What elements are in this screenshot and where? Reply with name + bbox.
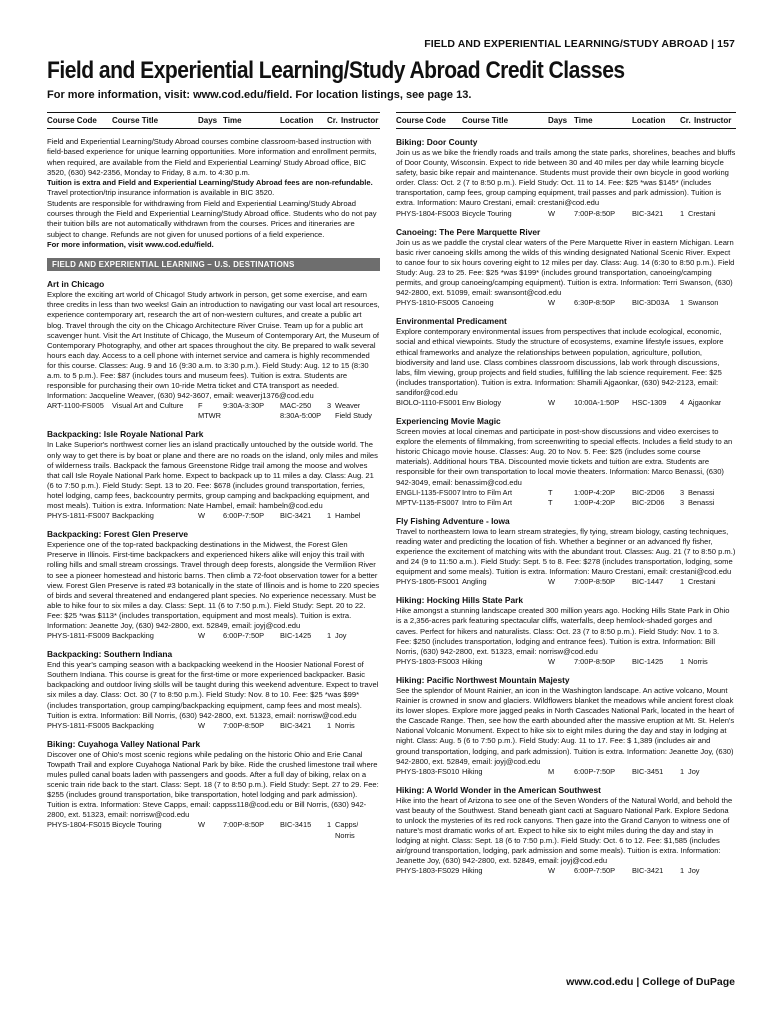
header-divider: | bbox=[711, 38, 715, 50]
column-header bbox=[396, 112, 736, 129]
section-row bbox=[396, 209, 736, 219]
section-days: T bbox=[548, 487, 553, 497]
section-code: PHYS-1811-FS005 bbox=[47, 720, 110, 730]
section-title: Bicycle Touring bbox=[112, 820, 162, 830]
section-instructor: Swanson bbox=[688, 298, 719, 308]
course-description: End this year's camping season with a backpacking weekend in the Hoosier National Forest of Southern Indiana. This course is great for the first-time or more experienced backpacker. Basic backpacking and outdoor living skills will be taught during this weekend adventure. Expect to travel six miles a day. Class: Oct. 30 (7 to 8:50 p.m.). Field Study: Nov. 8 to 10. Fee: $25 *was $99* (includes transportation, group camping/backpacking equipment, camp fees and most meals). Tuition is extra. Information: Bill Norris, (630) 942-2800, ext. 51323, email: norrisw@cod.edu bbox=[47, 660, 379, 720]
course-block bbox=[396, 785, 736, 877]
intro-text bbox=[47, 137, 380, 250]
section-instructor: Field Study bbox=[335, 411, 372, 421]
col-title: Course Title bbox=[112, 116, 159, 125]
section-credits: 3 bbox=[327, 401, 332, 411]
section-days: W bbox=[198, 631, 205, 641]
section-location: BIC-2D06 bbox=[632, 497, 665, 507]
course-description: Join us as we paddle the crystal clear waters of the Pere Marquette River in eastern Michigan. Learn basic river canoeing skills among the wilds of this winding designated National Scenic River. Expect to canoe four to six hours covering eight to 12 miles per day. Class: Aug. 14 (6:30 to 8:50 p.m.). Field Study: Aug. 23 to 25. Fee: $25 *was $199* (includes ground transportation, canoeing/camping permits, and group canoeing/camping equipment). Tuition is extra. Information: Terri Swanson, (630) 942-2800, ext. 51099, email: swansont@cod.edu bbox=[396, 237, 735, 298]
section-credits: 1 bbox=[680, 208, 685, 218]
section-time: 6:00P-7:50P bbox=[223, 631, 265, 641]
col-time: Time bbox=[223, 116, 242, 125]
section-days: MTWR bbox=[198, 411, 221, 421]
course-block bbox=[47, 429, 380, 521]
section-days: M bbox=[548, 766, 555, 776]
section-instructor: Crestani bbox=[688, 208, 716, 218]
course-description: Discover one of Ohio's most scenic regions while pedaling on the historic Ohio and Erie Canal Towpath Trail and explore Cuyahoga National Park by bike. Ride the crushed limestone trail where mules pulled canal boats laden with passengers and goods. After a full day of biking, relax on a scenic train ride back to the start. Class: Sept. 18 (7 to 8:50 p.m.). Field Study: Sept. 27 to 29. Fee: $255 (includes ground transportation, bike transportation, hotel lodging and park admission). Tuition is extra. Information: Steve Capps, email: cappss118@cod.edu or Bill Norris, (630) 942-2800, ext. 51323, email: norrisw@cod.edu bbox=[47, 749, 379, 820]
section-title: Backpacking bbox=[112, 720, 154, 730]
course-description: Experience one of the top-rated backpacking destinations in the Midwest, the Forest Glen Preserve in Illinois. First-time backpackers and experienced hikers alike will enjoy this trail with rolling hills and small stream crossings. Travel through deep forests, alongside the Vermilion River to see a pioneer homestead and historic barns. Then climb a 72-foot observation tower for a better view. Forest Glen Preserve is rated #3 botanically in the state of Illinois and is home to 220 species of birds and several threatened and endangered plant species. No experience necessary. Must be able to hike four to six miles a day. Class: Sept. 11 (6 to 7:50 p.m.). Field Study: Sept. 20 to 22. Fee: $25 *was $113* (includes transportation, equipment and most meals). Tuition is extra. Information: Jeanette Joy, (630) 942-2800, ext. 52849, email: joyj@cod.edu bbox=[47, 540, 380, 630]
footer-site: www.cod.edu bbox=[566, 976, 634, 988]
section-title: Intro to Film Art bbox=[462, 487, 513, 497]
section-title: Env Biology bbox=[462, 397, 502, 407]
course-title: Hiking: Hocking Hills State Park bbox=[396, 595, 524, 606]
section-row bbox=[396, 298, 736, 308]
section-title: Bicycle Touring bbox=[462, 208, 512, 218]
section-code: PHYS-1810-FS005 bbox=[396, 298, 460, 308]
course-title: Experiencing Movie Magic bbox=[396, 416, 501, 427]
section-location: BIC-2D06 bbox=[632, 487, 665, 497]
section-days: W bbox=[548, 397, 555, 407]
intro-fees-notice: Tuition is extra and Field and Experiential Learning/Study Abroad fees are non-refundable. bbox=[47, 178, 373, 188]
section-code: PHYS-1803-FS010 bbox=[396, 766, 460, 776]
section-title: Backpacking bbox=[112, 631, 154, 641]
section-location: MAC-250 bbox=[280, 401, 312, 411]
section-code bbox=[47, 831, 112, 841]
course-block bbox=[396, 516, 736, 588]
section-row bbox=[396, 398, 736, 408]
section-title: Backpacking bbox=[112, 511, 154, 521]
section-days: W bbox=[548, 298, 555, 308]
section-row bbox=[396, 498, 736, 508]
section-row bbox=[47, 831, 380, 841]
section-days: W bbox=[198, 820, 205, 830]
section-time: 1:00P-4:20P bbox=[574, 487, 616, 497]
course-title: Art in Chicago bbox=[47, 279, 105, 290]
course-block bbox=[47, 649, 380, 731]
section-credits: 1 bbox=[680, 298, 685, 308]
page-title: Field and Experiential Learning/Study Abroad Credit Classes bbox=[47, 57, 625, 84]
course-block bbox=[396, 595, 736, 667]
section-instructor: Weaver bbox=[335, 401, 361, 411]
section-time: 7:00P-8:50P bbox=[574, 577, 616, 587]
section-instructor: Joy bbox=[335, 631, 347, 641]
section-credits: 1 bbox=[680, 866, 685, 876]
section-title bbox=[112, 411, 198, 421]
section-credits: 1 bbox=[680, 577, 685, 587]
course-title: Backpacking: Southern Indiana bbox=[47, 649, 173, 660]
section-code: PHYS-1803-FS003 bbox=[396, 656, 460, 666]
section-row bbox=[47, 511, 380, 521]
section-row bbox=[396, 577, 736, 587]
section-days: W bbox=[548, 208, 555, 218]
course-title: Backpacking: Forest Glen Preserve bbox=[47, 529, 189, 540]
section-time: 6:00P-7:50P bbox=[223, 511, 265, 521]
course-block bbox=[396, 675, 736, 777]
section-instructor: Norris bbox=[335, 830, 355, 840]
intro-insurance: Travel protection/trip insurance information is available in BIC 3520. bbox=[47, 188, 275, 198]
section-credits bbox=[327, 411, 335, 421]
section-instructor: Norris bbox=[335, 720, 355, 730]
right-column bbox=[396, 112, 736, 877]
section-time: 7:00P-8:50P bbox=[574, 656, 616, 666]
section-row bbox=[47, 401, 380, 411]
page-footer bbox=[370, 976, 735, 988]
section-location: BIC-3421 bbox=[280, 720, 312, 730]
col-days: Days bbox=[548, 116, 568, 125]
course-description: Explore contemporary environmental issues from perspectives that include ecological, economic, social and ethical viewpoints. Study the structure of ecosystems, examine lifestyle issues, explore ethical frameworks and analyze the relationships between population, agriculture, pollution, biodiversity and land use. Class combines classroom discussions, lab work through discussions, labs, film viewing, group projects and field studies, fulfilling the lab science requirement. Fee: $25 (includes transportation). Tuition is extra. Information: Shamili Ajgaonkar, (630) 942-2123, email: sandifor@cod.edu bbox=[396, 327, 724, 397]
col-time: Time bbox=[574, 116, 593, 125]
section-credits: 1 bbox=[327, 511, 332, 521]
section-location: BIC-3D03A bbox=[632, 298, 670, 308]
footer-divider: | bbox=[633, 976, 643, 988]
section-days: F bbox=[198, 401, 203, 411]
section-days: W bbox=[198, 511, 205, 521]
section-time: 6:00P-7:50P bbox=[574, 766, 616, 776]
section-credits bbox=[327, 831, 335, 841]
section-credits: 3 bbox=[680, 497, 685, 507]
section-location: BIC-1425 bbox=[280, 631, 312, 641]
col-location: Location bbox=[280, 116, 314, 125]
section-code: PHYS-1805-FS001 bbox=[396, 577, 460, 587]
section-row bbox=[396, 767, 736, 777]
section-banner: FIELD AND EXPERIENTIAL LEARNING – U.S. DESTINATIONS bbox=[47, 258, 380, 271]
column-header bbox=[47, 112, 380, 129]
col-credits: Cr. bbox=[680, 116, 691, 125]
section-code: PHYS-1811-FS009 bbox=[47, 631, 110, 641]
section-instructor: Benassi bbox=[688, 497, 715, 507]
section-instructor: Hambel bbox=[335, 511, 361, 521]
col-code: Course Code bbox=[396, 116, 446, 125]
section-time: 1:00P-4:20P bbox=[574, 497, 616, 507]
col-credits: Cr. bbox=[327, 116, 338, 125]
course-description: In Lake Superior's northwest corner lies an island practically untouched by the outside world. The only way to get there is by boat or plane and there are no roads on the island, only miles and miles of wilderness trails. Backpack the famous Greenstone Ridge trail among the moose and wolves that call Isle Royale National Park home. Expect to backpack up to 11 miles a day. Class: Aug. 21 (6 to 7:50 p.m.). Field Study: Sept. 13 to 20. Fee: $678 (includes ground transportation, ferries, hotel lodging, camp fees, backcountry permits, group camping and backpacking equipment, and most meals). Tuition is extra. Information: Nate Hambel, email: hambeln@cod.edu bbox=[47, 440, 378, 511]
section-instructor: Ajgaonkar bbox=[688, 397, 722, 407]
section-instructor: Benassi bbox=[688, 487, 715, 497]
section-time bbox=[223, 411, 280, 421]
course-title: Environmental Predicament bbox=[396, 316, 507, 327]
section-time: 9:30A-3:30P bbox=[223, 401, 265, 411]
section-credits: 1 bbox=[327, 720, 332, 730]
section-code: ENGLI-1135-FS007 bbox=[396, 487, 461, 497]
course-title: Hiking: A World Wonder in the American Southwest bbox=[396, 784, 601, 795]
section-location: BIC-3421 bbox=[632, 866, 664, 876]
course-title: Fly Fishing Adventure - Iowa bbox=[396, 515, 510, 526]
section-location: BIC-3421 bbox=[280, 511, 312, 521]
course-title: Canoeing: The Pere Marquette River bbox=[396, 226, 541, 237]
section-code: PHYS-1803-FS029 bbox=[396, 866, 460, 876]
section-location: HSC-1309 bbox=[632, 397, 667, 407]
intro-withdrawal: Students are responsible for withdrawing from Field and Experiential Learning/Study Abroad courses through the Field and Experiential Learning/Study Abroad office. Students who do not pay their tuition bills are not automatically withdrawn from the courses. Prices and itineraries are subject to change. Refunds are not given for unused portions of a field experience. bbox=[47, 198, 377, 239]
section-days: W bbox=[548, 577, 555, 587]
section-row bbox=[47, 411, 380, 421]
section-time: 7:00P-8:50P bbox=[223, 720, 265, 730]
col-code: Course Code bbox=[47, 116, 97, 125]
course-description: Hike amongst a stunning landscape created 300 million years ago. Hocking Hills State Park in Ohio is a 2,356-acres park featuring spectacular cliffs, waterfalls, deep hemlock-shaded gorges and caves. Perfect for hikers and naturalists. Class: Oct. 23 (7 to 8:50 p.m.). Field Study: Nov. 1 to 3. Fee: $250 (includes transportation, lodging and entrance fees). Tuition is extra. Information: Bill Norris, (630) 942-2800, ext. 51323, email: norrisw@cod.edu bbox=[396, 606, 730, 656]
section-code: MPTV-1135-FS007 bbox=[396, 497, 459, 507]
col-days: Days bbox=[198, 116, 218, 125]
section-title: Hiking bbox=[462, 866, 483, 876]
course-title: Biking: Cuyahoga Valley National Park bbox=[47, 738, 201, 749]
section-instructor: Norris bbox=[688, 656, 708, 666]
intro-more-info: For more information, visit www.cod.edu/field. bbox=[47, 239, 214, 249]
course-description: Hike into the heart of Arizona to see one of the Seven Wonders of the Natural World, and behold the vast beauty of the Southwest. Stand beneath giant cacti at Saguaro National Park. Explore Sedona to unlock the mysteries of its red rock canyons. Then gaze into the Grand Canyon to witness one of nature's most dramatic works of art. Expect to hike six to eight miles during the day and stay in lodging at night. Class: Sept. 18 (6 to 7:50 p.m.). Field Study: Oct. 6 to 12. Fee: $1,585 (includes air/ground transportation, lodging, park admission and some meals). Tuition is extra. Information: Jeanette Joy, (630) 942-2800, ext. 52849, email: joyj@cod.edu bbox=[396, 795, 733, 866]
left-column bbox=[47, 112, 380, 841]
section-location: BIC-3415 bbox=[280, 820, 312, 830]
col-instructor: Instructor bbox=[341, 116, 379, 125]
section-location: BIC-3451 bbox=[632, 766, 664, 776]
intro-paragraph: Field and Experiential Learning/Study Abroad courses combine classroom-based instruction with field-based experience for unique learning opportunities. More information and enrollment permits, when required, are available from the Field and Experiential Learning/ Study Abroad office, BIC 3520, (630) 942-2356, Monday to Friday, 8 a.m. to 4:30 p.m. bbox=[47, 137, 377, 177]
course-block bbox=[396, 416, 736, 508]
course-block bbox=[47, 529, 380, 641]
course-block bbox=[47, 739, 380, 841]
section-title: Hiking bbox=[462, 656, 483, 666]
section-row bbox=[396, 488, 736, 498]
course-list-right bbox=[396, 137, 736, 877]
section-row bbox=[396, 657, 736, 667]
section-title: Visual Art and Culture bbox=[112, 401, 184, 411]
section-title: Hiking bbox=[462, 766, 483, 776]
section-days bbox=[198, 831, 223, 841]
section-instructor: Joy bbox=[688, 766, 700, 776]
course-description: Join us as we bike the friendly roads and trails among the state parks, shorelines, beaches and bluffs of Door County, Wisconsin. Expect to ride between 30 and 40 miles per day while learning bicycle safety, basic bike repair and maintenance. Students must provide their own bicycle in good working order. Class: Oct. 2 (7 to 8:50 p.m.). Field Study: Oct. 11 to 14. Fee: $25 *was $145* (includes transportation, camp fees, group camping equipment, trail passes and park admission). Tuition is extra. Information: Mauro Crestani, email: crestani@cod.edu bbox=[396, 148, 736, 208]
section-days: T bbox=[548, 497, 553, 507]
section-time bbox=[223, 831, 280, 841]
footer-college: College of DuPage bbox=[642, 976, 735, 988]
page-subtitle: For more information, visit: www.cod.edu/field. For location listings, see page 13. bbox=[47, 89, 472, 101]
course-description: Explore the exciting art world of Chicago! Study artwork in person, get some exercise, and earn three credits in less than two weeks! Gain an introduction to navigating our vast local art resources, experience contemporary art, research the art of non-western cultures, and create a public art blog. Travel through the city on the Chicago Architecture River Cruise. Team up for a public art scavenger hunt. Visit the Art Institute of Chicago, the Museum of Contemporary Art, the Museum of Contemporary Photography, and other art spaces throughout the city. Be prepared to walk several hours each day. Access to a cell phone with internet service and camera is highly recommended for this course. Classes: Aug. 9 and 16 (9:30 a.m. to 3:30 p.m.). Field Study: Aug. 12 to 15 (8:30 a.m. to 5 p.m.). Fee: $87 (includes tours and museum fees). Tuition is extra. Students are responsible for purchasing their own 10-ride Metra ticket and CTA transport as needed. Information: Jacqueline Weaver, (630) 942-3607, email: weaverj1376@cod.edu bbox=[47, 290, 380, 401]
section-code: BIOLO-1110-FS001 bbox=[396, 397, 461, 407]
course-list-left bbox=[47, 279, 380, 840]
section-code: PHYS-1804-FS003 bbox=[396, 208, 460, 218]
section-title: Intro to Film Art bbox=[462, 497, 513, 507]
section-row bbox=[47, 721, 380, 731]
section-row bbox=[47, 820, 380, 830]
section-time: 6:00P-7:50P bbox=[574, 866, 616, 876]
section-time: 10:00A-1:50P bbox=[574, 397, 620, 407]
section-code: PHYS-1811-FS007 bbox=[47, 511, 110, 521]
section-days: W bbox=[198, 720, 205, 730]
page-number: 157 bbox=[717, 38, 735, 50]
col-title: Course Title bbox=[462, 116, 509, 125]
course-description: See the splendor of Mount Rainier, an icon in the Washington landscape. An active volcano, Mount Rainier is crowned in snow and glaciers. Wildflowers blanket the meadows while ancient forest cloak its lower slopes. Explore more jagged peaks in North Cascades National Park, located in the heart of the Cascade Range. Then, see how the earth abounded after the massive eruption at Mt. St. Helen's National Volcanic Monument. Expect to hike six to eight miles during the day and stay in lodging at night. Class: Aug. 5 (6 to 7:50 p.m.). Field Study: Aug. 11 to 17. Fee: $ 1,389 (includes air and ground transportation, lodging, and park admission). Tuition is extra. Information: Jeanette Joy, (630) 942-2800, ext. 52849, email: joyj@cod.edu bbox=[396, 685, 735, 766]
course-title: Backpacking: Isle Royale National Park bbox=[47, 429, 204, 440]
section-days: W bbox=[548, 866, 555, 876]
section-time: 7:00P-8:50P bbox=[223, 820, 265, 830]
section-time: 7:00P-8:50P bbox=[574, 208, 616, 218]
col-instructor: Instructor bbox=[694, 116, 732, 125]
course-block bbox=[396, 316, 736, 408]
running-header bbox=[370, 38, 735, 50]
col-location: Location bbox=[632, 116, 666, 125]
course-block bbox=[47, 279, 380, 421]
course-block bbox=[396, 227, 736, 309]
course-description: Screen movies at local cinemas and participate in post-show discussions and video exercises to explore the elements of filmmaking, from screenwriting to special effects. Includes a field study to an historic Chicago movie house. Classes: Aug. 20 to Nov. 5. Fee: $25 (includes some course materials). Additional hours TBA. Discounted movie tickets and tuition are extra. Students are responsible for their own transportation to local movie theaters. Information: Marco Benassi, (630) 942-3049, email: benassim@cod.edu bbox=[396, 427, 733, 487]
section-location: 8:30A-5:00P bbox=[280, 411, 322, 421]
section-location bbox=[280, 831, 327, 841]
section-title: Canoeing bbox=[462, 298, 494, 308]
section-credits: 1 bbox=[680, 656, 685, 666]
section-instructor: Crestani bbox=[688, 577, 716, 587]
section-credits: 4 bbox=[680, 397, 685, 407]
section-location: BIC-3421 bbox=[632, 208, 664, 218]
section-title bbox=[112, 831, 198, 841]
section-time: 6:30P-8:50P bbox=[574, 298, 616, 308]
course-block bbox=[396, 137, 736, 219]
section-credits: 1 bbox=[680, 766, 685, 776]
section-instructor: Capps/ bbox=[335, 820, 359, 830]
section-title: Angling bbox=[462, 577, 487, 587]
section-code: ART-1100-FS005 bbox=[47, 401, 104, 411]
section-days: W bbox=[548, 656, 555, 666]
section-credits: 3 bbox=[680, 487, 685, 497]
section-row bbox=[47, 631, 380, 641]
section-code: PHYS-1804-FS015 bbox=[47, 820, 111, 830]
section-location: BIC-1425 bbox=[632, 656, 664, 666]
section-instructor: Joy bbox=[688, 866, 700, 876]
course-title: Biking: Door County bbox=[396, 137, 478, 147]
section-row bbox=[396, 866, 736, 876]
section-credits: 1 bbox=[327, 631, 332, 641]
section-location: BIC-1447 bbox=[632, 577, 664, 587]
course-description: Travel to northeastern Iowa to learn stream strategies, fly tying, stream biology, casting techniques, reading water and predicting the location of fish. Whether a beginner or an advanced fly fisher, experience the excitement of matching wits with the abundant trout. Classes: Aug. 21 (7 to 8:50 p.m.) and 24 (9 to 11:50 a.m.). Field Study: Sept. 5 to 8. Fee: $278 (includes transportation, lodging, some equipment and some meals). Tuition is extra. Information: Mauro Crestani, email: crestani@cod.edu bbox=[396, 526, 736, 577]
running-title: FIELD AND EXPERIENTIAL LEARNING/STUDY ABROAD bbox=[424, 38, 709, 50]
section-credits: 1 bbox=[327, 820, 332, 830]
section-code bbox=[47, 411, 112, 421]
course-title: Hiking: Pacific Northwest Mountain Majesty bbox=[396, 674, 570, 685]
